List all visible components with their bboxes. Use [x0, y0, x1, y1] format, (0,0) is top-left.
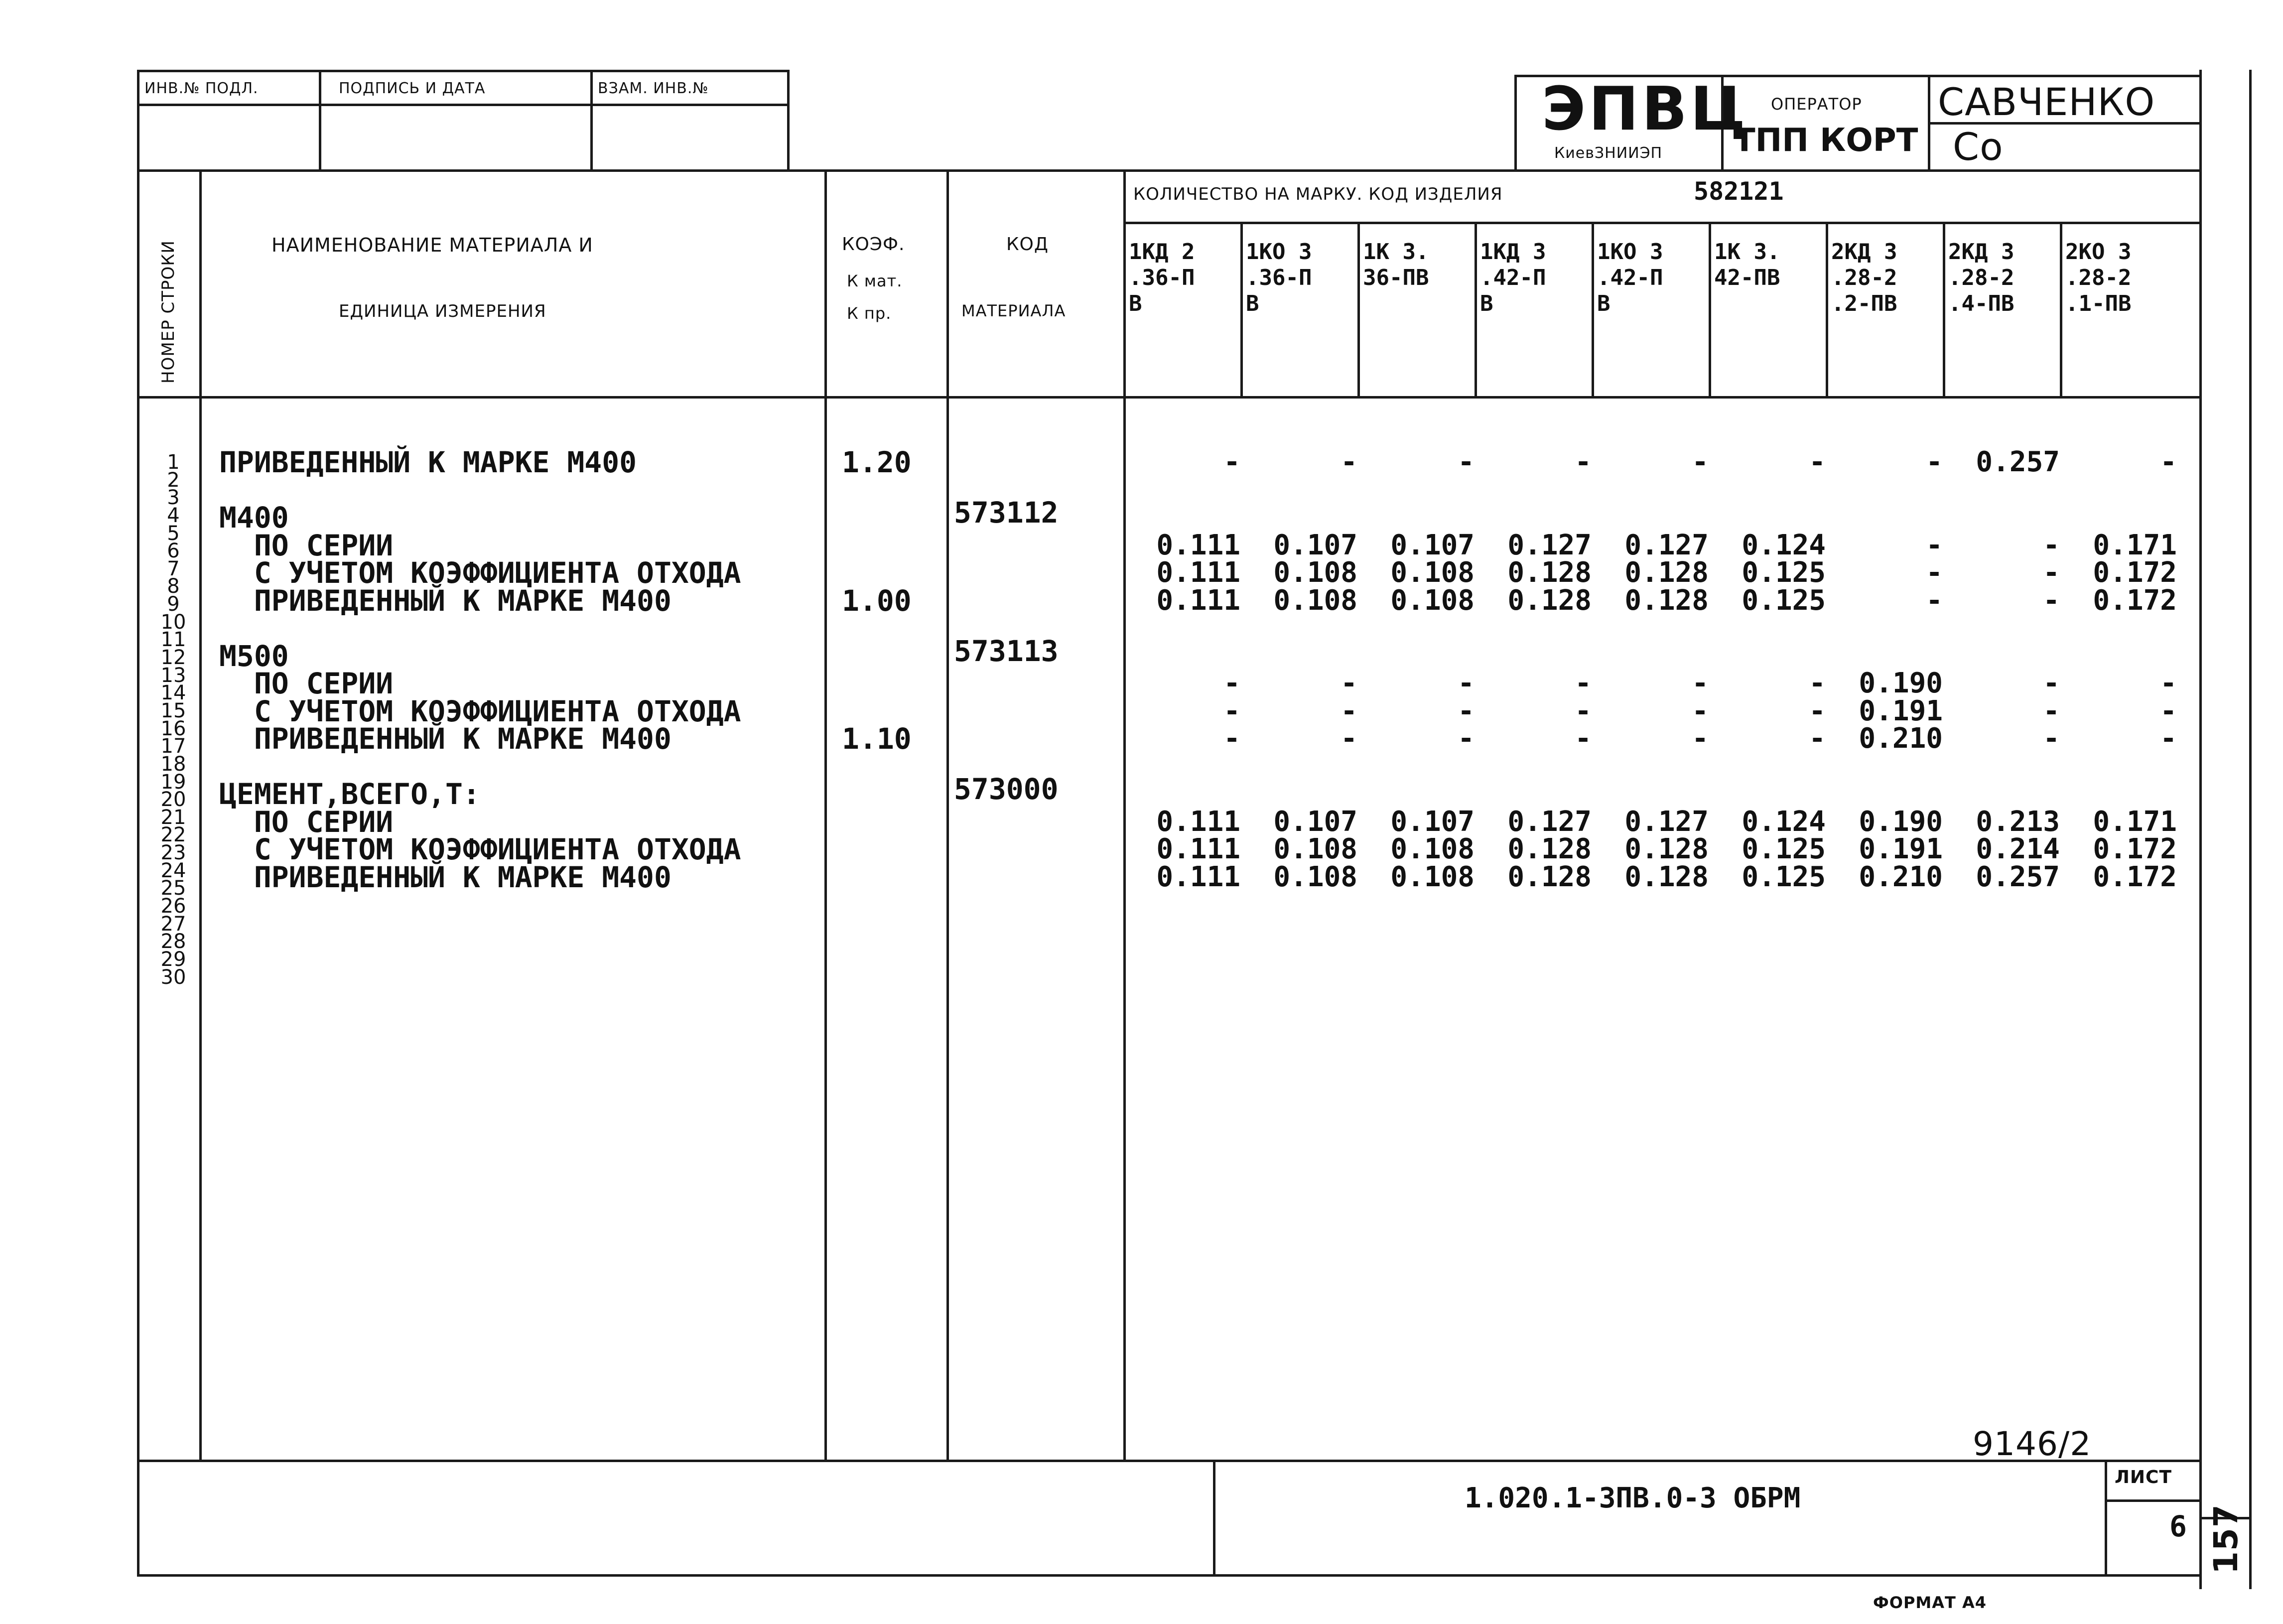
quantity-cell: 0.125: [1742, 860, 1826, 893]
quantity-cell: -: [2160, 667, 2177, 699]
row-number: 19: [160, 770, 186, 794]
quantity-cell: -: [1926, 556, 1943, 589]
side-strip-line: [2249, 70, 2252, 1589]
org-big-label: ЭПВЦ: [1542, 75, 1749, 144]
mark-sep-4: [1592, 222, 1594, 396]
mark-sep-5: [1709, 222, 1711, 396]
signature-short: Со: [1953, 125, 2004, 169]
quantity-cell: -: [1575, 722, 1592, 755]
quantity-cell: 0.128: [1507, 584, 1592, 617]
sign-label: ПОДПИСЬ И ДАТА: [339, 80, 486, 97]
header-bottom-line: [137, 396, 2202, 399]
col-line-coef: [946, 169, 949, 1460]
mark-header-5-l1: 1КО 3: [1597, 239, 1663, 265]
material-name: ПРИВЕДЕННЫЙ К МАРКЕ М400: [219, 722, 671, 756]
quantity-cell: -: [1692, 446, 1709, 478]
quantity-cell: 0.125: [1742, 556, 1826, 589]
material-code: 573113: [954, 634, 1059, 668]
mark-header-9-l2: .28-2: [2065, 265, 2132, 290]
title-div-1: [1514, 75, 1517, 169]
quantity-cell: 0.127: [1507, 805, 1592, 838]
mark-sep-6: [1826, 222, 1828, 396]
quantity-cell: -: [1458, 446, 1475, 478]
quantity-cell: 0.128: [1624, 556, 1709, 589]
material-name: ПО СЕРИИ: [219, 528, 394, 562]
quantity-cell: -: [1341, 722, 1357, 755]
quantity-cell: 0.111: [1156, 529, 1240, 561]
title-div-3: [1928, 75, 1930, 169]
format-label: ФОРМАТ А4: [1873, 1593, 1987, 1612]
quantity-cell: -: [1341, 446, 1357, 478]
material-name: С УЧЕТОМ КОЭФФИЦИЕНТА ОТХОДА: [219, 832, 741, 866]
mark-sep-8: [2060, 222, 2062, 396]
quantity-cell: 0.111: [1156, 860, 1240, 893]
quantity-cell: 0.210: [1859, 860, 1943, 893]
quantity-cell: -: [1223, 446, 1240, 478]
quantity-cell: 0.111: [1156, 833, 1240, 865]
frame-left-line: [137, 169, 139, 1577]
quantity-cell: 0.190: [1859, 805, 1943, 838]
quantity-cell: 0.190: [1859, 667, 1943, 699]
quantity-cell: -: [1926, 584, 1943, 617]
material-name: ПО СЕРИИ: [219, 667, 394, 700]
row-number: 14: [160, 681, 186, 705]
mark-header-7-l2: .28-2: [1831, 265, 1897, 290]
frame-right-line: [2199, 70, 2202, 1589]
stamp-left: [137, 70, 139, 169]
mark-header-4-l2: .42-П: [1480, 265, 1546, 290]
material-code: 573000: [954, 772, 1059, 806]
row-number: 16: [160, 717, 186, 740]
quantity-cell: 0.108: [1390, 584, 1475, 617]
quantity-cell: -: [1341, 667, 1357, 699]
quantity-cell: -: [2160, 446, 2177, 478]
quantity-cell: 0.210: [1859, 722, 1943, 755]
qty-header-line: [1123, 222, 2199, 224]
mark-header-2-l3: В: [1246, 291, 1259, 316]
row-number: 2: [167, 468, 180, 492]
mark-header-7-l3: .2-ПВ: [1831, 291, 1897, 316]
row-number: 6: [167, 540, 180, 563]
mark-header-4-l1: 1КД 3: [1480, 239, 1546, 265]
mark-sep-2: [1357, 222, 1360, 396]
row-number: 27: [160, 912, 186, 936]
quantity-cell: 0.128: [1507, 833, 1592, 865]
quantity-cell: 0.111: [1156, 584, 1240, 617]
mark-sep-7: [1943, 222, 1945, 396]
stamp-div-2: [590, 70, 593, 169]
stamp-div-1: [319, 70, 321, 169]
mark-header-3-l2: 36-ПВ: [1363, 265, 1429, 290]
row-number: 28: [160, 930, 186, 953]
quantity-cell: 0.213: [1976, 805, 2060, 838]
quantity-cell: 0.108: [1273, 860, 1357, 893]
quantity-cell: 0.127: [1624, 805, 1709, 838]
frame-top-line: [137, 169, 2202, 172]
quantity-cell: -: [1809, 694, 1826, 727]
signature-name: САВЧЕНКО: [1938, 80, 2155, 124]
row-number: 26: [160, 895, 186, 918]
sheet-label: ЛИСТ: [2115, 1467, 2172, 1488]
quantity-cell: 0.108: [1390, 860, 1475, 893]
mark-header-2-l1: 1КО 3: [1246, 239, 1312, 265]
row-number: 4: [167, 504, 180, 527]
mark-header-8-l1: 2КД 3: [1948, 239, 2014, 265]
row-number: 29: [160, 947, 186, 971]
frame-bottom-line: [137, 1574, 2202, 1577]
material-name: ЦЕМЕНТ,ВСЕГО,Т:: [219, 777, 480, 811]
quantity-cell: 0.191: [1859, 833, 1943, 865]
quantity-cell: 0.127: [1624, 529, 1709, 561]
row-number: 21: [160, 806, 186, 829]
row-number: 15: [160, 699, 186, 722]
row-number: 22: [160, 823, 186, 847]
mark-header-1-l2: .36-П: [1129, 265, 1195, 290]
quantity-cell: -: [1458, 667, 1475, 699]
mark-header-1-l3: В: [1129, 291, 1142, 316]
mark-header-6-l1: 1К 3.: [1714, 239, 1780, 265]
quantity-cell: 0.214: [1976, 833, 2060, 865]
quantity-cell: 0.191: [1859, 694, 1943, 727]
mark-header-9-l3: .1-ПВ: [2065, 291, 2132, 316]
quantity-cell: -: [2043, 556, 2060, 589]
quantity-cell: -: [1223, 667, 1240, 699]
quantity-cell: 0.124: [1742, 529, 1826, 561]
quantity-cell: 0.257: [1976, 446, 2060, 478]
quantity-cell: -: [1223, 694, 1240, 727]
quantity-cell: -: [2043, 529, 2060, 561]
program-label: ТПП КОРТ: [1734, 122, 1918, 159]
quantity-cell: -: [2043, 694, 2060, 727]
sheet-number: 6: [2169, 1509, 2187, 1543]
mark-header-8-l3: .4-ПВ: [1948, 291, 2014, 316]
quantity-cell: -: [1809, 667, 1826, 699]
quantity-cell: -: [1926, 529, 1943, 561]
row-number: 3: [167, 486, 180, 510]
col-line-rownum: [199, 169, 202, 1460]
quantity-cell: 0.108: [1273, 833, 1357, 865]
replace-label: ВЗАМ. ИНВ.№: [598, 80, 709, 97]
quantity-cell: 0.108: [1390, 833, 1475, 865]
quantity-cell: -: [2043, 722, 2060, 755]
product-code: 582121: [1694, 177, 1784, 206]
quantity-cell: -: [1575, 446, 1592, 478]
material-name: ПО СЕРИИ: [219, 805, 394, 839]
footer-sheet-line: [2105, 1499, 2202, 1502]
operator-label: ОПЕРАТОР: [1771, 95, 1862, 114]
footer-div-1: [1213, 1460, 1215, 1574]
row-number: 12: [160, 646, 186, 670]
col-line-name: [824, 169, 827, 1460]
qty-header: КОЛИЧЕСТВО НА МАРКУ. КОД ИЗДЕЛИЯ: [1133, 184, 1503, 204]
quantity-cell: 0.257: [1976, 860, 2060, 893]
row-number: 7: [167, 557, 180, 580]
quantity-cell: -: [2160, 694, 2177, 727]
row-number: 18: [160, 752, 186, 776]
row-number-header: НОМЕР СТРОКИ: [158, 240, 178, 384]
material-name-header-2: ЕДИНИЦА ИЗМЕРЕНИЯ: [339, 301, 546, 321]
code-header-2: МАТЕРИАЛА: [961, 301, 1066, 320]
coef-header-1: КОЭФ.: [842, 234, 905, 255]
quantity-cell: -: [2160, 722, 2177, 755]
stamp-top-line: [137, 70, 790, 72]
mark-header-5-l2: .42-П: [1597, 265, 1663, 290]
mark-header-4-l3: В: [1480, 291, 1493, 316]
quantity-cell: -: [1809, 722, 1826, 755]
row-number: 9: [167, 593, 180, 616]
quantity-cell: 0.125: [1742, 833, 1826, 865]
quantity-cell: -: [1458, 694, 1475, 727]
row-number: 10: [160, 610, 186, 634]
quantity-cell: 0.107: [1390, 805, 1475, 838]
row-number: 30: [160, 965, 186, 989]
quantity-cell: 0.172: [2093, 556, 2177, 589]
material-name: ПРИВЕДЕННЫЙ К МАРКЕ М400: [219, 445, 637, 479]
row-number: 24: [160, 859, 186, 882]
quantity-cell: 0.128: [1624, 860, 1709, 893]
quantity-cell: 0.107: [1390, 529, 1475, 561]
material-name: М500: [219, 639, 289, 673]
org-small-label: КиевЗНИИЭП: [1554, 144, 1663, 162]
handwritten-note: 9146/2: [1973, 1425, 2092, 1463]
stamp-div-3: [787, 70, 790, 169]
mark-header-7-l1: 2КД 3: [1831, 239, 1897, 265]
quantity-cell: -: [1223, 722, 1240, 755]
quantity-cell: 0.107: [1273, 529, 1357, 561]
quantity-cell: 0.127: [1507, 529, 1592, 561]
material-name: С УЧЕТОМ КОЭФФИЦИЕНТА ОТХОДА: [219, 556, 741, 590]
document-code: 1.020.1-3ПВ.0-3 ОБРМ: [1465, 1482, 1801, 1514]
quantity-cell: 0.128: [1507, 860, 1592, 893]
quantity-cell: 0.108: [1390, 556, 1475, 589]
quantity-cell: -: [1341, 694, 1357, 727]
quantity-cell: 0.107: [1273, 805, 1357, 838]
material-name: М400: [219, 501, 289, 535]
mark-sep-3: [1475, 222, 1477, 396]
quantity-cell: 0.128: [1624, 833, 1709, 865]
quantity-cell: -: [1692, 667, 1709, 699]
quantity-cell: 0.172: [2093, 584, 2177, 617]
mark-header-3-l1: 1К 3.: [1363, 239, 1429, 265]
quantity-cell: -: [1575, 694, 1592, 727]
coefficient: 1.00: [842, 583, 912, 618]
row-number: 11: [160, 628, 186, 652]
quantity-cell: -: [2043, 667, 2060, 699]
quantity-cell: -: [1458, 722, 1475, 755]
quantity-cell: 0.108: [1273, 556, 1357, 589]
quantity-cell: 0.108: [1273, 584, 1357, 617]
row-number: 20: [160, 788, 186, 812]
quantity-cell: -: [1809, 446, 1826, 478]
code-header-1: КОД: [1006, 234, 1049, 255]
inv-label: ИНВ.№ ПОДЛ.: [144, 80, 259, 97]
material-name: С УЧЕТОМ КОЭФФИЦИЕНТА ОТХОДА: [219, 694, 741, 728]
mark-header-6-l2: 42-ПВ: [1714, 265, 1780, 290]
row-number: 17: [160, 735, 186, 758]
coef-header-3: К пр.: [847, 304, 892, 323]
col-line-code: [1123, 169, 1126, 1460]
mark-header-2-l2: .36-П: [1246, 265, 1312, 290]
material-code: 573112: [954, 496, 1059, 530]
quantity-cell: 0.111: [1156, 805, 1240, 838]
material-name-header-1: НАИМЕНОВАНИЕ МАТЕРИАЛА И: [271, 234, 593, 256]
quantity-cell: 0.128: [1624, 584, 1709, 617]
quantity-cell: 0.125: [1742, 584, 1826, 617]
coef-header-2: К мат.: [847, 271, 903, 290]
mark-header-9-l1: 2КО 3: [2065, 239, 2132, 265]
coefficient: 1.10: [842, 722, 912, 756]
quantity-cell: -: [1575, 667, 1592, 699]
side-number: 157: [2207, 1504, 2245, 1574]
row-number: 23: [160, 841, 186, 865]
quantity-cell: -: [2043, 584, 2060, 617]
row-number: 1: [167, 451, 180, 474]
material-name: ПРИВЕДЕННЫЙ К МАРКЕ М400: [219, 860, 671, 894]
mark-header-1-l1: 1КД 2: [1129, 239, 1195, 265]
quantity-cell: -: [1692, 722, 1709, 755]
mark-header-5-l3: В: [1597, 291, 1611, 316]
quantity-cell: 0.111: [1156, 556, 1240, 589]
mark-header-8-l2: .28-2: [1948, 265, 2014, 290]
footer-div-2: [2105, 1460, 2107, 1574]
stamp-mid-line: [137, 104, 790, 106]
row-number: 5: [167, 522, 180, 545]
mark-sep-1: [1240, 222, 1243, 396]
quantity-cell: -: [1926, 446, 1943, 478]
quantity-cell: 0.128: [1507, 556, 1592, 589]
row-number: 13: [160, 664, 186, 687]
material-name: ПРИВЕДЕННЫЙ К МАРКЕ М400: [219, 583, 671, 618]
quantity-cell: 0.171: [2093, 529, 2177, 561]
quantity-cell: 0.172: [2093, 860, 2177, 893]
quantity-cell: 0.172: [2093, 833, 2177, 865]
footer-top-line: [137, 1460, 2202, 1462]
quantity-cell: -: [1692, 694, 1709, 727]
coefficient: 1.20: [842, 445, 912, 479]
quantity-cell: 0.124: [1742, 805, 1826, 838]
quantity-cell: 0.171: [2093, 805, 2177, 838]
row-number: 8: [167, 575, 180, 598]
row-number: 25: [160, 877, 186, 900]
